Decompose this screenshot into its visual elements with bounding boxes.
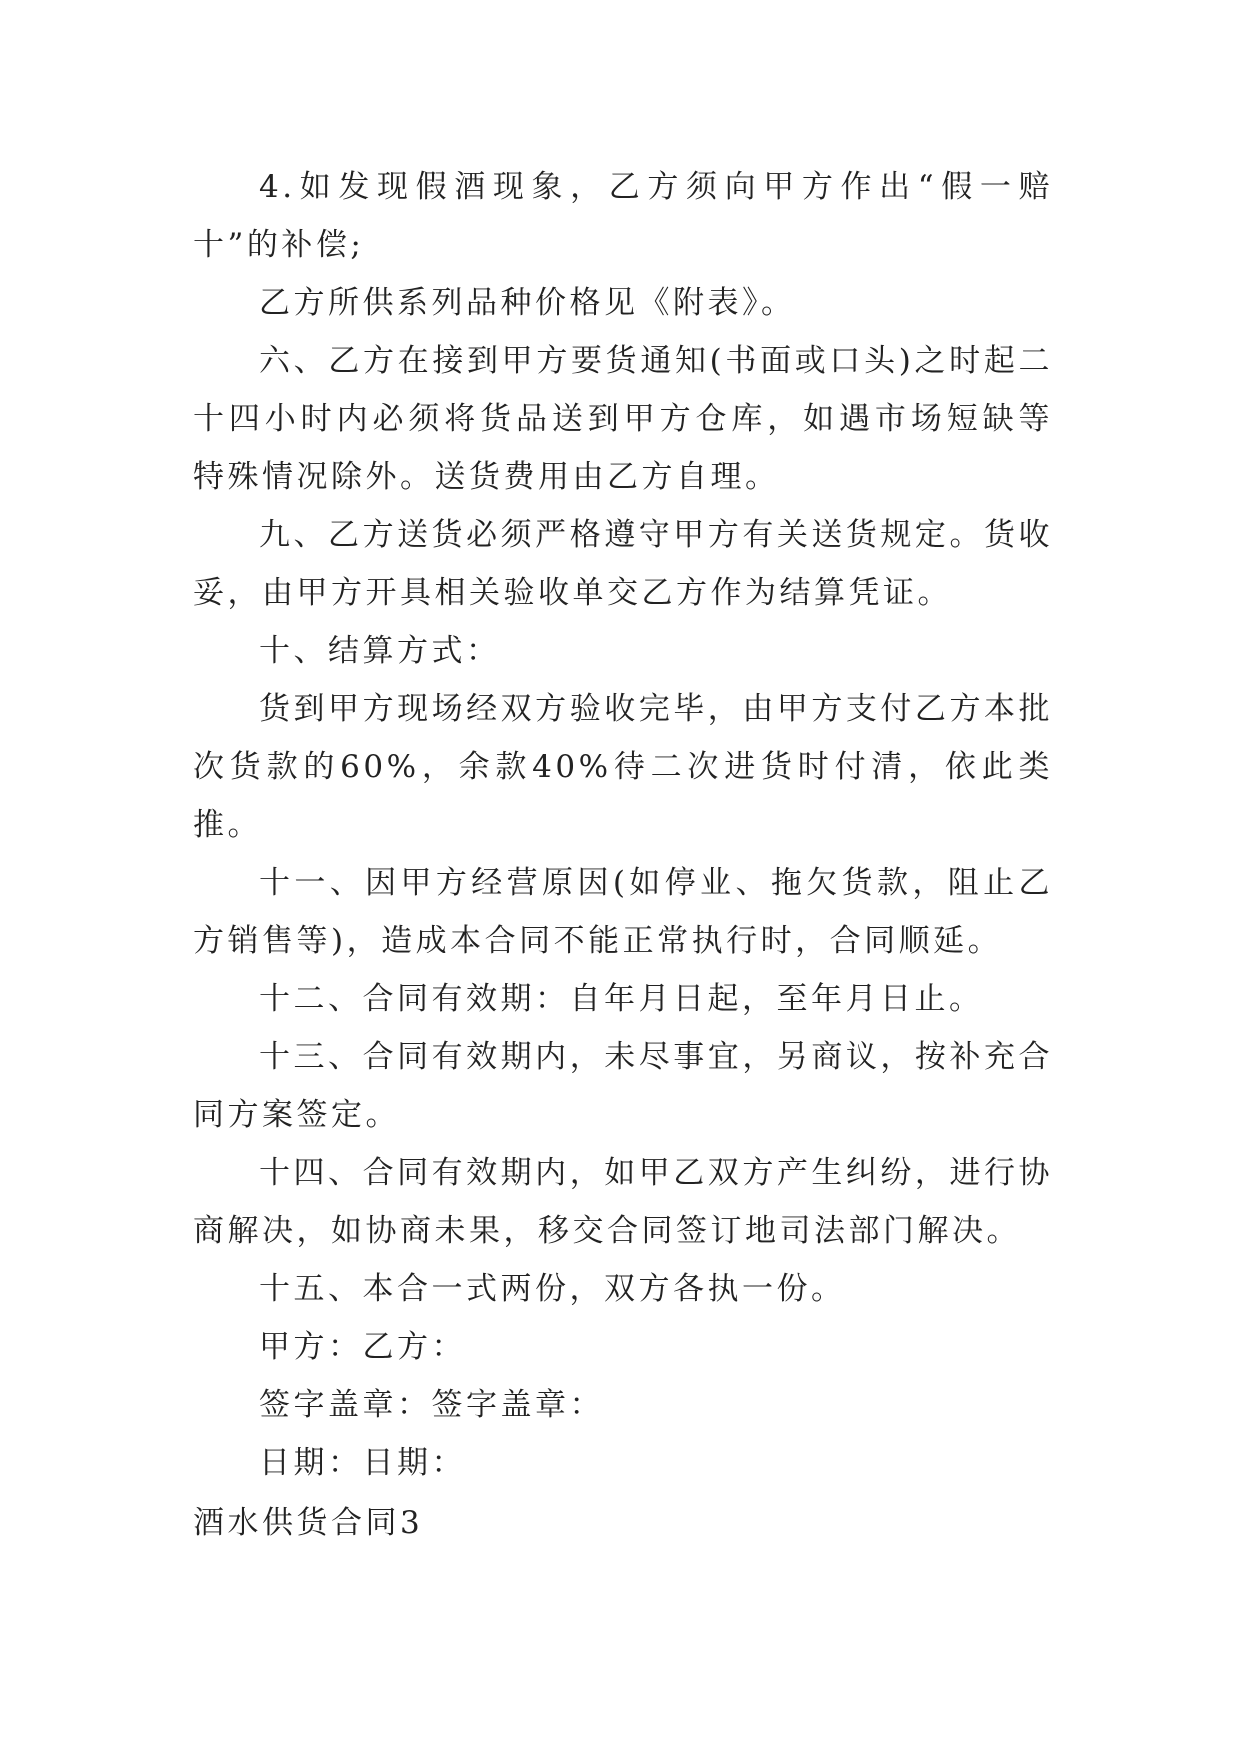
clause-fifteen-copies: 十五、本合一式两份，双方各执一份。 xyxy=(259,1271,846,1307)
clause-fourteen-disputes: 十四、合同有效期内，如甲乙双方产生纠纷，进行协商解决，如协商未果，移交合同签订地司法部门解决。 xyxy=(193,1155,1053,1249)
document-body xyxy=(193,158,1053,1492)
next-document-title: 酒水供货合同3 xyxy=(193,1505,424,1541)
clause-fake-wine-compensation: 4.如发现假酒现象，乙方须向甲方作出“假一赔十”的补偿; xyxy=(193,169,1053,263)
signature-date: 日期：日期： xyxy=(259,1445,466,1481)
clause-thirteen-supplement: 十三、合同有效期内，未尽事宜，另商议，按补充合同方案签定。 xyxy=(193,1039,1053,1133)
clause-settlement-terms: 货到甲方现场经双方验收完毕，由甲方支付乙方本批次货款的60%，余款40%待二次进货时付清，依此类推。 xyxy=(193,691,1053,843)
clause-price-list: 乙方所供系列品种价格见《附表》。 xyxy=(259,285,796,321)
clause-ten-settlement-heading: 十、结算方式： xyxy=(259,633,501,669)
clause-six-delivery: 六、乙方在接到甲方要货通知(书面或口头)之时起二十四小时内必须将货品送到甲方仓库，如遇市场短缺等特殊情况除外。送货费用由乙方自理。 xyxy=(193,343,1053,495)
signature-seal: 签字盖章：签字盖章： xyxy=(259,1387,604,1423)
signature-parties: 甲方：乙方： xyxy=(259,1329,466,1365)
clause-twelve-validity: 十二、合同有效期：自年月日起，至年月日止。 xyxy=(259,981,984,1017)
clause-eleven-postponement: 十一、因甲方经营原因(如停业、拖欠货款，阻止乙方销售等)，造成本合同不能正常执行时，合同顺延。 xyxy=(193,865,1053,959)
clause-nine-delivery-rules: 九、乙方送货必须严格遵守甲方有关送货规定。货收妥，由甲方开具相关验收单交乙方作为结算凭证。 xyxy=(193,517,1053,611)
